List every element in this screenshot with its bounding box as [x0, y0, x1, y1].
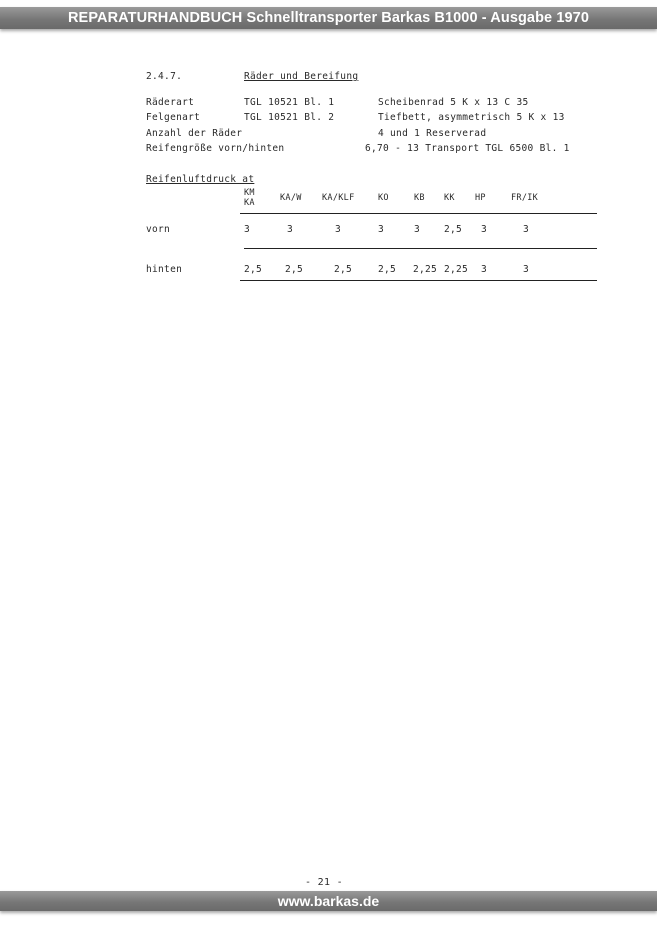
spec-value: Tiefbett, asymmetrisch 5 K x 13: [378, 112, 565, 123]
table-cell: 2,5: [285, 264, 304, 275]
column-header: FR/IK: [511, 193, 539, 203]
spec-label: Anzahl der Räder: [146, 128, 243, 139]
row-label: hinten: [146, 264, 183, 275]
table-rule: [240, 280, 597, 281]
table-cell: 3: [414, 224, 421, 235]
spec-value: 6,70 - 13 Transport TGL 6500 Bl. 1: [365, 143, 570, 154]
spec-label: Felgenart: [146, 112, 201, 123]
table-cell: 3: [287, 224, 294, 235]
header-banner: [0, 7, 657, 29]
column-header: KM KA: [244, 188, 255, 208]
spec-label: Reifengröße vorn/hinten: [146, 143, 285, 154]
pressure-title: Reifenluftdruck at: [146, 174, 255, 185]
table-cell: 3: [523, 264, 530, 275]
table-rule: [244, 248, 597, 249]
column-header: KA/W: [280, 193, 302, 203]
spec-norm: TGL 10521 Bl. 1: [244, 97, 335, 108]
table-cell: 2,5: [444, 224, 463, 235]
table-cell: 3: [244, 224, 251, 235]
table-cell: 2,25: [444, 264, 469, 275]
column-header: KO: [378, 193, 389, 203]
section-number: 2.4.7.: [146, 71, 183, 82]
table-cell: 3: [481, 264, 488, 275]
spec-value: 4 und 1 Reserverad: [378, 128, 487, 139]
table-cell: 2,5: [378, 264, 397, 275]
table-cell: 3: [481, 224, 488, 235]
column-header: KA/KLF: [322, 193, 355, 203]
table-cell: 2,5: [244, 264, 263, 275]
table-cell: 2,25: [413, 264, 438, 275]
table-cell: 3: [378, 224, 385, 235]
table-rule: [240, 213, 597, 214]
section-title: Räder und Bereifung: [244, 71, 359, 82]
column-header: HP: [475, 193, 486, 203]
header-title: REPARATURHANDBUCH Schnelltransporter Barkas B1000 - Ausgabe 1970: [67, 10, 590, 26]
table-cell: 3: [335, 224, 342, 235]
footer-banner: [0, 891, 657, 911]
spec-label: Räderart: [146, 97, 195, 108]
page-number: - 21 -: [305, 877, 343, 888]
column-header: KB: [414, 193, 425, 203]
spec-value: Scheibenrad 5 K x 13 C 35: [378, 97, 529, 108]
column-header: KK: [444, 193, 455, 203]
spec-norm: TGL 10521 Bl. 2: [244, 112, 335, 123]
footer-url[interactable]: www.barkas.de: [277, 893, 380, 909]
table-cell: 3: [523, 224, 530, 235]
row-label: vorn: [146, 224, 171, 235]
table-cell: 2,5: [334, 264, 353, 275]
